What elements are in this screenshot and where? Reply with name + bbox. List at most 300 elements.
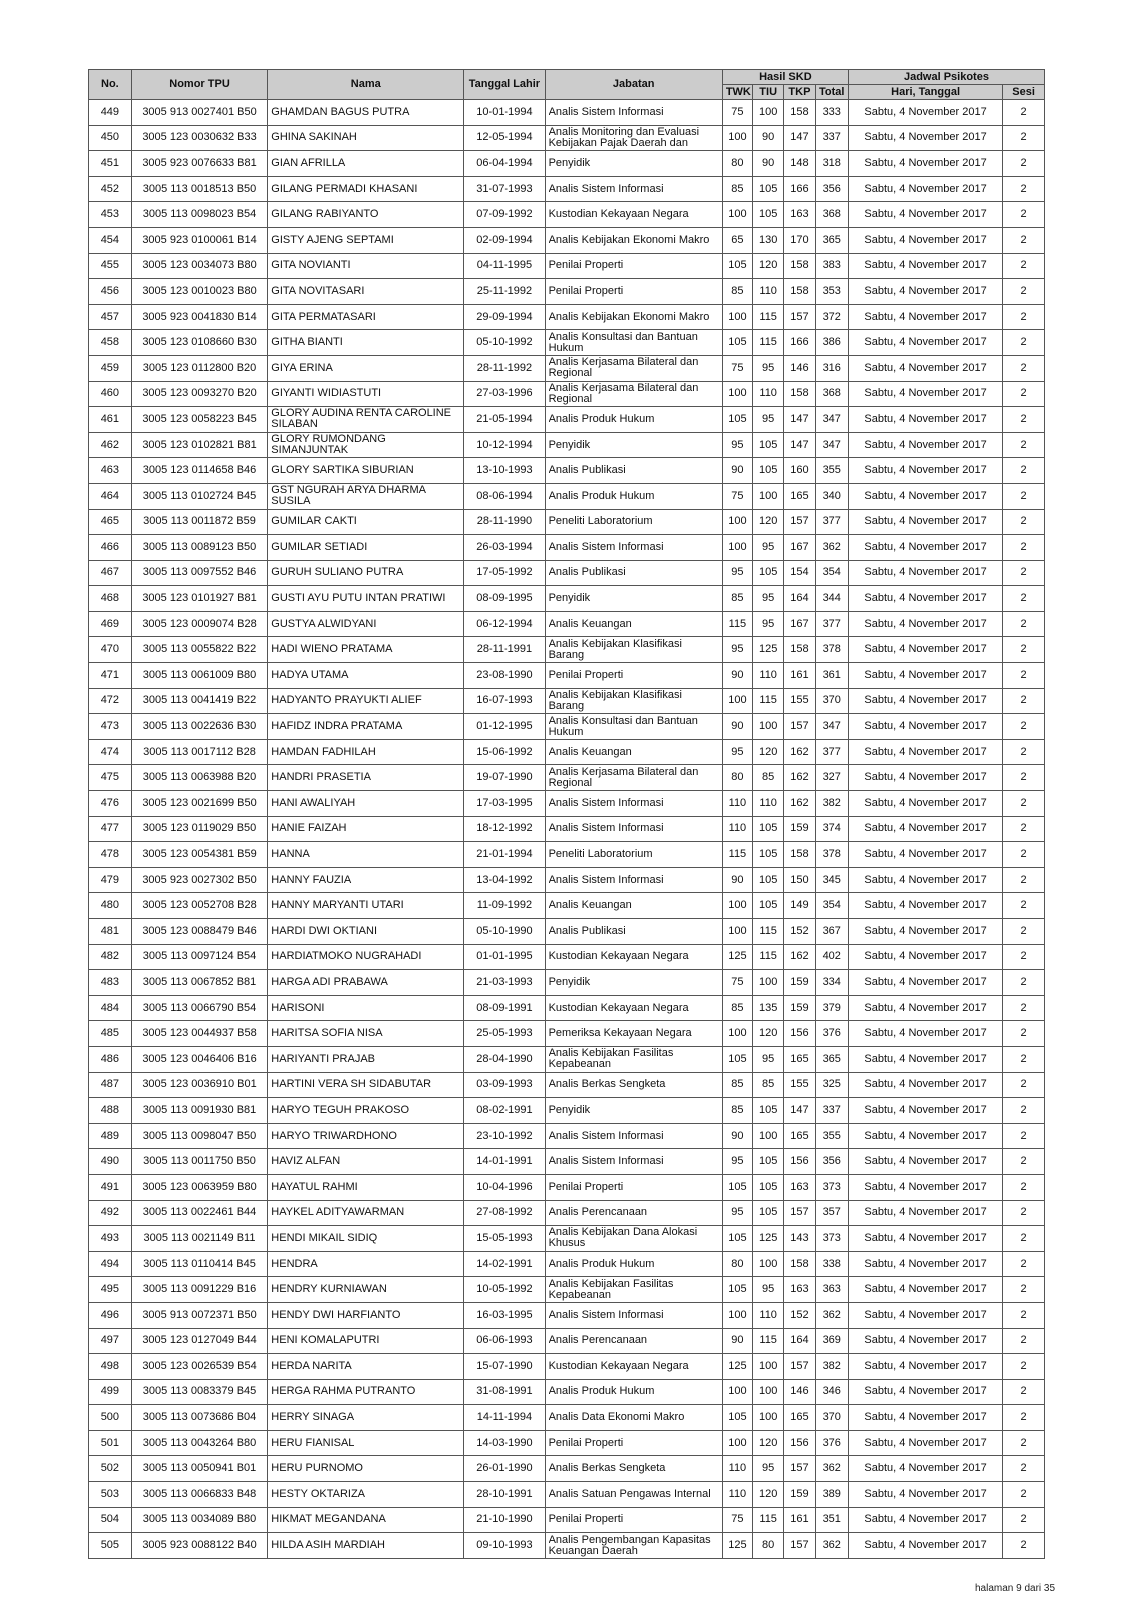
cell-nama-text: HENI KOMALAPUTRI: [271, 1335, 380, 1347]
cell-total: 370: [815, 1405, 848, 1431]
cell-jabatan: [545, 1174, 722, 1200]
cell-no: 450: [89, 125, 132, 151]
cell-nomor-tpu: 3005 113 0091229 B16: [131, 1277, 268, 1303]
cell-hari-tanggal: Sabtu, 4 November 2017: [848, 688, 1002, 714]
cell-jabatan-text: Kustodian Kekayaan Negara: [548, 951, 689, 963]
cell-sesi: 2: [1003, 765, 1045, 791]
cell-jabatan: [545, 919, 722, 945]
cell-hari-tanggal: Sabtu, 4 November 2017: [848, 611, 1002, 637]
cell-jabatan-text: Analis Sistem Informasi: [548, 1309, 664, 1321]
cell-nama: [268, 1354, 464, 1380]
cell-tiu: 100: [753, 1123, 784, 1149]
cell-nomor-tpu: 3005 113 0055822 B22: [131, 637, 268, 663]
cell-tanggal-lahir: 13-10-1993: [464, 458, 545, 484]
cell-nomor-tpu: 3005 113 0067852 B81: [131, 970, 268, 996]
cell-jabatan: [545, 944, 722, 970]
cell-tanggal-lahir: 16-03-1995: [464, 1302, 545, 1328]
cell-jabatan: [545, 1533, 722, 1559]
cell-nama: [268, 381, 464, 407]
cell-no: 455: [89, 253, 132, 279]
cell-hari-tanggal: Sabtu, 4 November 2017: [848, 202, 1002, 228]
cell-tkp: 166: [784, 176, 815, 202]
table-row: [89, 714, 1045, 740]
cell-tkp: 155: [784, 688, 815, 714]
table-row: [89, 1405, 1045, 1431]
cell-tanggal-lahir: 02-09-1994: [464, 227, 545, 253]
cell-jabatan-text: Analis Berkas Sengketa: [548, 1079, 666, 1091]
cell-nama-text: HIKMAT MEGANDANA: [271, 1514, 386, 1526]
table-header: [89, 70, 1045, 100]
cell-hari-tanggal: Sabtu, 4 November 2017: [848, 995, 1002, 1021]
cell-twk: 75: [722, 355, 752, 381]
cell-no: 475: [89, 765, 132, 791]
cell-nomor-tpu: 3005 113 0066790 B54: [131, 995, 268, 1021]
cell-nomor-tpu: 3005 113 0043264 B80: [131, 1430, 268, 1456]
cell-jabatan: [545, 663, 722, 689]
cell-nama-text: HARDIATMOKO NUGRAHADI: [271, 951, 422, 963]
cell-tkp: 164: [784, 1328, 815, 1354]
cell-jabatan: [545, 1149, 722, 1175]
cell-no: 462: [89, 432, 132, 458]
cell-nama: [268, 227, 464, 253]
cell-hari-tanggal: Sabtu, 4 November 2017: [848, 509, 1002, 535]
cell-jabatan-text: Analis Kebijakan Klasifikasi Barang: [548, 689, 682, 712]
cell-jabatan-text: Penyidik: [548, 439, 591, 451]
cell-sesi: 2: [1003, 714, 1045, 740]
cell-nomor-tpu: 3005 113 0110414 B45: [131, 1251, 268, 1277]
cell-nama: [268, 355, 464, 381]
table-row: [89, 1251, 1045, 1277]
cell-jabatan: [545, 1072, 722, 1098]
cell-hari-tanggal: Sabtu, 4 November 2017: [848, 151, 1002, 177]
table-row: [89, 688, 1045, 714]
cell-nama: [268, 739, 464, 765]
cell-nama-text: GHINA SAKINAH: [271, 132, 357, 144]
cell-nama: [268, 1430, 464, 1456]
cell-tkp: 147: [784, 407, 815, 433]
cell-jabatan: [545, 1328, 722, 1354]
cell-jabatan-text: Analis Sistem Informasi: [548, 823, 664, 835]
table-row: [89, 842, 1045, 868]
cell-total: 333: [815, 100, 848, 126]
cell-jabatan: [545, 355, 722, 381]
cell-nama: [268, 1174, 464, 1200]
cell-jabatan-text: Analis Monitoring dan Evaluasi Kebijakan Pajak Daerah dan: [548, 126, 700, 149]
cell-nomor-tpu: 3005 123 0044937 B58: [131, 1021, 268, 1047]
cell-tiu: 85: [753, 765, 784, 791]
cell-hari-tanggal: Sabtu, 4 November 2017: [848, 1405, 1002, 1431]
cell-jabatan-text: Kustodian Kekayaan Negara: [548, 1360, 689, 1372]
cell-jabatan: [545, 1379, 722, 1405]
cell-no: 483: [89, 970, 132, 996]
cell-jabatan: [545, 279, 722, 305]
cell-jabatan-text: Analis Data Ekonomi Makro: [548, 1412, 685, 1424]
cell-tanggal-lahir: 09-10-1993: [464, 1533, 545, 1559]
cell-nama: [268, 688, 464, 714]
cell-jabatan-text: Analis Kebijakan Klasifikasi Barang: [548, 638, 682, 661]
cell-hari-tanggal: Sabtu, 4 November 2017: [848, 1149, 1002, 1175]
table-row: [89, 1200, 1045, 1226]
cell-tiu: 125: [753, 1226, 784, 1252]
cell-sesi: 2: [1003, 1507, 1045, 1533]
cell-nama: [268, 791, 464, 817]
cell-jabatan-text: Analis Berkas Sengketa: [548, 1463, 666, 1475]
cell-hari-tanggal: Sabtu, 4 November 2017: [848, 893, 1002, 919]
cell-sesi: 2: [1003, 611, 1045, 637]
table-row: [89, 407, 1045, 433]
cell-twk: 110: [722, 1482, 752, 1508]
cell-nama-text: HADYA UTAMA: [271, 669, 349, 681]
cell-nama: [268, 1098, 464, 1124]
cell-nomor-tpu: 3005 113 0022461 B44: [131, 1200, 268, 1226]
cell-hari-tanggal: Sabtu, 4 November 2017: [848, 1072, 1002, 1098]
cell-tiu: 95: [753, 407, 784, 433]
cell-tkp: 164: [784, 586, 815, 612]
cell-nama-text: GILANG PERMADI KHASANI: [271, 183, 418, 195]
cell-tanggal-lahir: 06-12-1994: [464, 611, 545, 637]
cell-twk: 110: [722, 1456, 752, 1482]
cell-total: 325: [815, 1072, 848, 1098]
table-row: [89, 1328, 1045, 1354]
cell-tiu: 120: [753, 253, 784, 279]
cell-nama: [268, 1482, 464, 1508]
cell-jabatan: [545, 893, 722, 919]
cell-jabatan: [545, 1302, 722, 1328]
cell-sesi: 2: [1003, 330, 1045, 356]
cell-hari-tanggal: Sabtu, 4 November 2017: [848, 483, 1002, 509]
cell-tkp: 158: [784, 279, 815, 305]
header-twk: TWK: [722, 85, 752, 100]
cell-jabatan-text: Analis Kebijakan Fasilitas Kepabeanan: [548, 1278, 674, 1301]
table-row: [89, 893, 1045, 919]
cell-nama: [268, 279, 464, 305]
cell-tanggal-lahir: 05-10-1990: [464, 919, 545, 945]
table-row: [89, 227, 1045, 253]
cell-jabatan-text: Analis Kebijakan Ekonomi Makro: [548, 311, 710, 323]
cell-nomor-tpu: 3005 913 0027401 B50: [131, 100, 268, 126]
table-row: [89, 1174, 1045, 1200]
cell-tanggal-lahir: 15-07-1990: [464, 1354, 545, 1380]
cell-no: 498: [89, 1354, 132, 1380]
cell-nomor-tpu: 3005 113 0021149 B11: [131, 1226, 268, 1252]
cell-jabatan: [545, 330, 722, 356]
cell-no: 459: [89, 355, 132, 381]
cell-tiu: 110: [753, 1302, 784, 1328]
cell-tkp: 158: [784, 637, 815, 663]
cell-sesi: 2: [1003, 791, 1045, 817]
cell-hari-tanggal: Sabtu, 4 November 2017: [848, 867, 1002, 893]
cell-no: 481: [89, 919, 132, 945]
cell-nama-text: HADI WIENO PRATAMA: [271, 644, 393, 656]
cell-total: 383: [815, 253, 848, 279]
cell-tkp: 163: [784, 1174, 815, 1200]
table-row: [89, 1482, 1045, 1508]
cell-twk: 100: [722, 893, 752, 919]
cell-nama: [268, 944, 464, 970]
cell-nama: [268, 176, 464, 202]
cell-tkp: 163: [784, 1277, 815, 1303]
cell-tkp: 157: [784, 509, 815, 535]
cell-tkp: 159: [784, 970, 815, 996]
cell-nama: [268, 586, 464, 612]
cell-jabatan-text: Analis Produk Hukum: [548, 1386, 655, 1398]
cell-nama: [268, 970, 464, 996]
cell-twk: 100: [722, 304, 752, 330]
cell-total: 368: [815, 202, 848, 228]
header-hari-tanggal: Hari, Tanggal: [848, 85, 1002, 100]
cell-jabatan: [545, 1507, 722, 1533]
cell-tkp: 161: [784, 1507, 815, 1533]
cell-tkp: 147: [784, 125, 815, 151]
cell-total: 379: [815, 995, 848, 1021]
cell-tiu: 100: [753, 100, 784, 126]
cell-jabatan: [545, 407, 722, 433]
cell-nomor-tpu: 3005 113 0017112 B28: [131, 739, 268, 765]
cell-no: 480: [89, 893, 132, 919]
cell-tiu: 95: [753, 1456, 784, 1482]
cell-total: 365: [815, 227, 848, 253]
cell-no: 502: [89, 1456, 132, 1482]
cell-jabatan: [545, 381, 722, 407]
cell-sesi: 2: [1003, 202, 1045, 228]
cell-jabatan-text: Analis Perencanaan: [548, 1207, 648, 1219]
cell-sesi: 2: [1003, 919, 1045, 945]
cell-nomor-tpu: 3005 923 0076633 B81: [131, 151, 268, 177]
cell-nama-text: HENDY DWI HARFIANTO: [271, 1309, 401, 1321]
cell-nama-text: HARTINI VERA SH SIDABUTAR: [271, 1079, 432, 1091]
cell-nama-text: GITA NOVITASARI: [271, 285, 365, 297]
cell-total: 345: [815, 867, 848, 893]
cell-no: 466: [89, 535, 132, 561]
cell-hari-tanggal: Sabtu, 4 November 2017: [848, 381, 1002, 407]
cell-tkp: 155: [784, 1072, 815, 1098]
cell-tanggal-lahir: 06-06-1993: [464, 1328, 545, 1354]
cell-nama-text: HILDA ASIH MARDIAH: [271, 1540, 385, 1552]
cell-no: 458: [89, 330, 132, 356]
cell-tanggal-lahir: 28-04-1990: [464, 1046, 545, 1072]
header-tiu: TIU: [753, 85, 784, 100]
cell-jabatan-text: Analis Produk Hukum: [548, 490, 655, 502]
cell-total: 337: [815, 1098, 848, 1124]
cell-nama: [268, 1456, 464, 1482]
table-row: [89, 253, 1045, 279]
cell-hari-tanggal: Sabtu, 4 November 2017: [848, 1021, 1002, 1047]
table-row: [89, 1123, 1045, 1149]
cell-twk: 90: [722, 663, 752, 689]
cell-tiu: 105: [753, 1200, 784, 1226]
cell-nomor-tpu: 3005 113 0011750 B50: [131, 1149, 268, 1175]
cell-jabatan-text: Analis Kebijakan Ekonomi Makro: [548, 234, 710, 246]
cell-tanggal-lahir: 08-09-1991: [464, 995, 545, 1021]
cell-sesi: 2: [1003, 1200, 1045, 1226]
cell-nomor-tpu: 3005 113 0022636 B30: [131, 714, 268, 740]
cell-nama-text: GILANG RABIYANTO: [271, 209, 379, 221]
cell-nama-text: HANNY FAUZIA: [271, 874, 352, 886]
cell-tkp: 158: [784, 253, 815, 279]
cell-nomor-tpu: 3005 123 0034073 B80: [131, 253, 268, 279]
results-table: [88, 69, 1045, 1559]
table-row: [89, 1098, 1045, 1124]
header-tkp: TKP: [784, 85, 815, 100]
cell-hari-tanggal: Sabtu, 4 November 2017: [848, 1533, 1002, 1559]
cell-tanggal-lahir: 28-10-1991: [464, 1482, 545, 1508]
cell-twk: 85: [722, 1098, 752, 1124]
cell-tiu: 120: [753, 739, 784, 765]
cell-total: 382: [815, 1354, 848, 1380]
cell-total: 362: [815, 1456, 848, 1482]
cell-jabatan-text: Analis Pengembangan Kapasitas Keuangan Daerah: [548, 1534, 711, 1557]
cell-nomor-tpu: 3005 123 0112800 B20: [131, 355, 268, 381]
cell-no: 504: [89, 1507, 132, 1533]
cell-tanggal-lahir: 28-11-1991: [464, 637, 545, 663]
cell-sesi: 2: [1003, 279, 1045, 305]
cell-sesi: 2: [1003, 151, 1045, 177]
cell-hari-tanggal: Sabtu, 4 November 2017: [848, 535, 1002, 561]
cell-tkp: 154: [784, 560, 815, 586]
cell-sesi: 2: [1003, 867, 1045, 893]
cell-tkp: 147: [784, 432, 815, 458]
cell-nama-text: HARIYANTI PRAJAB: [271, 1053, 376, 1065]
cell-tiu: 105: [753, 816, 784, 842]
cell-twk: 125: [722, 944, 752, 970]
cell-no: 491: [89, 1174, 132, 1200]
cell-tiu: 105: [753, 893, 784, 919]
cell-tanggal-lahir: 10-01-1994: [464, 100, 545, 126]
cell-jabatan: [545, 1226, 722, 1252]
cell-nama: [268, 765, 464, 791]
cell-hari-tanggal: Sabtu, 4 November 2017: [848, 1046, 1002, 1072]
cell-nomor-tpu: 3005 123 0119029 B50: [131, 816, 268, 842]
cell-tiu: 120: [753, 1021, 784, 1047]
cell-no: 467: [89, 560, 132, 586]
cell-jabatan: [545, 1354, 722, 1380]
cell-no: 489: [89, 1123, 132, 1149]
cell-jabatan: [545, 458, 722, 484]
cell-tkp: 143: [784, 1226, 815, 1252]
cell-jabatan: [545, 253, 722, 279]
cell-jabatan: [545, 1456, 722, 1482]
cell-tanggal-lahir: 23-10-1992: [464, 1123, 545, 1149]
cell-total: 368: [815, 381, 848, 407]
cell-twk: 80: [722, 765, 752, 791]
cell-sesi: 2: [1003, 1328, 1045, 1354]
cell-tkp: 156: [784, 1149, 815, 1175]
header-hasil-skd: Hasil SKD: [722, 70, 848, 85]
cell-hari-tanggal: Sabtu, 4 November 2017: [848, 1226, 1002, 1252]
cell-tiu: 110: [753, 663, 784, 689]
cell-twk: 125: [722, 1533, 752, 1559]
cell-jabatan-text: Analis Keuangan: [548, 900, 632, 912]
cell-hari-tanggal: Sabtu, 4 November 2017: [848, 1277, 1002, 1303]
cell-nama-text: HADYANTO PRAYUKTI ALIEF: [271, 695, 422, 707]
cell-tkp: 157: [784, 1533, 815, 1559]
cell-nama-text: GUSTYA ALWIDYANI: [271, 618, 377, 630]
cell-nama: [268, 202, 464, 228]
cell-jabatan: [545, 1405, 722, 1431]
cell-nomor-tpu: 3005 113 0063988 B20: [131, 765, 268, 791]
cell-tiu: 100: [753, 1354, 784, 1380]
cell-sesi: 2: [1003, 1226, 1045, 1252]
cell-nama-text: GUSTI AYU PUTU INTAN PRATIWI: [271, 593, 446, 605]
cell-nama-text: HESTY OKTARIZA: [271, 1488, 366, 1500]
cell-nomor-tpu: 3005 123 0127049 B44: [131, 1328, 268, 1354]
cell-tiu: 95: [753, 1277, 784, 1303]
cell-nama: [268, 1507, 464, 1533]
cell-nama: [268, 509, 464, 535]
cell-sesi: 2: [1003, 944, 1045, 970]
cell-twk: 115: [722, 842, 752, 868]
cell-tiu: 80: [753, 1533, 784, 1559]
cell-jabatan-text: Analis Kerjasama Bilateral dan Regional: [548, 382, 699, 405]
cell-tiu: 115: [753, 1328, 784, 1354]
cell-jabatan: [545, 970, 722, 996]
cell-total: 337: [815, 125, 848, 151]
cell-tiu: 125: [753, 637, 784, 663]
cell-tkp: 170: [784, 227, 815, 253]
cell-hari-tanggal: Sabtu, 4 November 2017: [848, 304, 1002, 330]
cell-tanggal-lahir: 14-11-1994: [464, 1405, 545, 1431]
cell-nama: [268, 611, 464, 637]
cell-nama: [268, 432, 464, 458]
cell-tiu: 100: [753, 483, 784, 509]
cell-sesi: 2: [1003, 1456, 1045, 1482]
cell-sesi: 2: [1003, 739, 1045, 765]
cell-tanggal-lahir: 08-06-1994: [464, 483, 545, 509]
cell-sesi: 2: [1003, 125, 1045, 151]
cell-tanggal-lahir: 13-04-1992: [464, 867, 545, 893]
cell-tanggal-lahir: 21-01-1994: [464, 842, 545, 868]
cell-tanggal-lahir: 06-04-1994: [464, 151, 545, 177]
cell-tanggal-lahir: 07-09-1992: [464, 202, 545, 228]
cell-nomor-tpu: 3005 113 0018513 B50: [131, 176, 268, 202]
cell-nama: [268, 483, 464, 509]
cell-total: 377: [815, 739, 848, 765]
cell-sesi: 2: [1003, 688, 1045, 714]
cell-no: 457: [89, 304, 132, 330]
cell-jabatan-text: Analis Sistem Informasi: [548, 874, 664, 886]
cell-hari-tanggal: Sabtu, 4 November 2017: [848, 637, 1002, 663]
table-row: [89, 176, 1045, 202]
cell-jabatan-text: Analis Konsultasi dan Bantuan Hukum: [548, 715, 698, 738]
cell-tkp: 150: [784, 867, 815, 893]
cell-jabatan-text: Penilai Properti: [548, 669, 624, 681]
cell-twk: 75: [722, 970, 752, 996]
cell-twk: 95: [722, 739, 752, 765]
table-row: [89, 381, 1045, 407]
table-row: [89, 611, 1045, 637]
cell-nama-text: HAMDAN FADHILAH: [271, 746, 376, 758]
cell-total: 327: [815, 765, 848, 791]
cell-nomor-tpu: 3005 123 0046406 B16: [131, 1046, 268, 1072]
cell-jabatan-text: Analis Sistem Informasi: [548, 183, 664, 195]
cell-nama-text: HAFIDZ INDRA PRATAMA: [271, 721, 403, 733]
cell-twk: 85: [722, 1072, 752, 1098]
cell-twk: 90: [722, 1328, 752, 1354]
cell-jabatan: [545, 995, 722, 1021]
cell-twk: 95: [722, 432, 752, 458]
cell-jabatan: [545, 611, 722, 637]
cell-nama: [268, 816, 464, 842]
header-tanggal-lahir: Tanggal Lahir: [464, 70, 545, 100]
cell-sesi: 2: [1003, 1379, 1045, 1405]
cell-total: 353: [815, 279, 848, 305]
cell-twk: 75: [722, 483, 752, 509]
cell-nama-text: GLORY RUMONDANG SIMANJUNTAK: [271, 434, 386, 457]
cell-jabatan: [545, 1251, 722, 1277]
cell-nama: [268, 995, 464, 1021]
cell-tanggal-lahir: 04-11-1995: [464, 253, 545, 279]
cell-nama: [268, 663, 464, 689]
